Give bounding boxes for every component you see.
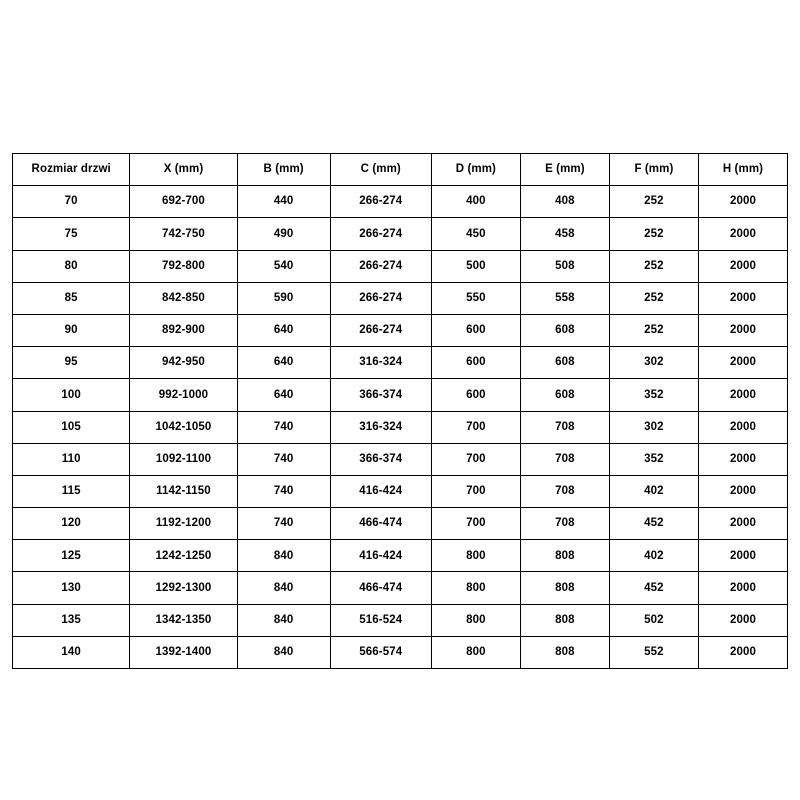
cell-c: 266-274 — [330, 250, 431, 282]
cell-h: 2000 — [698, 282, 787, 314]
cell-rozmiar-drzwi: 140 — [13, 636, 130, 668]
cell-x: 1342-1350 — [130, 604, 237, 636]
cell-d: 400 — [431, 186, 520, 218]
cell-b: 840 — [237, 636, 330, 668]
table-row — [13, 636, 788, 668]
column-header-e: E (mm) — [520, 154, 609, 186]
cell-f: 402 — [609, 540, 698, 572]
cell-f: 252 — [609, 218, 698, 250]
cell-c: 566-574 — [330, 636, 431, 668]
table-body — [13, 186, 788, 669]
cell-d: 700 — [431, 443, 520, 475]
cell-e: 708 — [520, 411, 609, 443]
cell-d: 600 — [431, 347, 520, 379]
column-header-rozmiar-drzwi: Rozmiar drzwi — [13, 154, 130, 186]
table-row — [13, 186, 788, 218]
cell-h: 2000 — [698, 604, 787, 636]
cell-d: 800 — [431, 636, 520, 668]
cell-b: 590 — [237, 282, 330, 314]
cell-h: 2000 — [698, 314, 787, 346]
cell-f: 252 — [609, 186, 698, 218]
cell-f: 352 — [609, 379, 698, 411]
cell-f: 302 — [609, 347, 698, 379]
cell-x: 1292-1300 — [130, 572, 237, 604]
cell-b: 840 — [237, 604, 330, 636]
size-table-container — [12, 153, 788, 669]
cell-f: 452 — [609, 508, 698, 540]
cell-x: 942-950 — [130, 347, 237, 379]
cell-rozmiar-drzwi: 135 — [13, 604, 130, 636]
cell-rozmiar-drzwi: 80 — [13, 250, 130, 282]
cell-h: 2000 — [698, 186, 787, 218]
cell-b: 740 — [237, 443, 330, 475]
cell-rozmiar-drzwi: 95 — [13, 347, 130, 379]
cell-e: 808 — [520, 572, 609, 604]
cell-b: 740 — [237, 411, 330, 443]
cell-e: 608 — [520, 314, 609, 346]
cell-rozmiar-drzwi: 75 — [13, 218, 130, 250]
cell-h: 2000 — [698, 218, 787, 250]
cell-e: 408 — [520, 186, 609, 218]
table-row — [13, 379, 788, 411]
column-header-b: B (mm) — [237, 154, 330, 186]
table-row — [13, 347, 788, 379]
cell-x: 1142-1150 — [130, 475, 237, 507]
cell-c: 266-274 — [330, 282, 431, 314]
cell-rozmiar-drzwi: 120 — [13, 508, 130, 540]
cell-c: 266-274 — [330, 218, 431, 250]
cell-h: 2000 — [698, 379, 787, 411]
cell-h: 2000 — [698, 443, 787, 475]
cell-d: 600 — [431, 314, 520, 346]
cell-e: 458 — [520, 218, 609, 250]
cell-d: 700 — [431, 411, 520, 443]
cell-c: 266-274 — [330, 186, 431, 218]
cell-e: 608 — [520, 379, 609, 411]
cell-b: 740 — [237, 475, 330, 507]
cell-b: 740 — [237, 508, 330, 540]
table-row — [13, 572, 788, 604]
cell-x: 742-750 — [130, 218, 237, 250]
cell-d: 450 — [431, 218, 520, 250]
cell-b: 440 — [237, 186, 330, 218]
cell-c: 366-374 — [330, 443, 431, 475]
cell-h: 2000 — [698, 572, 787, 604]
cell-rozmiar-drzwi: 125 — [13, 540, 130, 572]
cell-f: 402 — [609, 475, 698, 507]
cell-c: 466-474 — [330, 572, 431, 604]
table-row — [13, 475, 788, 507]
column-header-x: X (mm) — [130, 154, 237, 186]
table-header-row — [13, 154, 788, 186]
cell-d: 500 — [431, 250, 520, 282]
cell-h: 2000 — [698, 475, 787, 507]
cell-rozmiar-drzwi: 90 — [13, 314, 130, 346]
cell-d: 700 — [431, 508, 520, 540]
column-header-d: D (mm) — [431, 154, 520, 186]
cell-c: 416-424 — [330, 475, 431, 507]
cell-d: 800 — [431, 540, 520, 572]
cell-x: 992-1000 — [130, 379, 237, 411]
cell-x: 792-800 — [130, 250, 237, 282]
cell-rozmiar-drzwi: 105 — [13, 411, 130, 443]
cell-d: 550 — [431, 282, 520, 314]
cell-f: 302 — [609, 411, 698, 443]
cell-f: 452 — [609, 572, 698, 604]
cell-c: 266-274 — [330, 314, 431, 346]
cell-e: 708 — [520, 475, 609, 507]
table-row — [13, 314, 788, 346]
cell-e: 708 — [520, 508, 609, 540]
cell-h: 2000 — [698, 411, 787, 443]
cell-e: 808 — [520, 604, 609, 636]
cell-c: 316-324 — [330, 411, 431, 443]
cell-b: 840 — [237, 572, 330, 604]
column-header-f: F (mm) — [609, 154, 698, 186]
cell-b: 640 — [237, 314, 330, 346]
cell-f: 252 — [609, 314, 698, 346]
table-row — [13, 411, 788, 443]
cell-x: 1242-1250 — [130, 540, 237, 572]
cell-d: 800 — [431, 572, 520, 604]
table-row — [13, 218, 788, 250]
cell-h: 2000 — [698, 540, 787, 572]
cell-c: 366-374 — [330, 379, 431, 411]
cell-rozmiar-drzwi: 115 — [13, 475, 130, 507]
cell-f: 352 — [609, 443, 698, 475]
cell-rozmiar-drzwi: 100 — [13, 379, 130, 411]
cell-e: 508 — [520, 250, 609, 282]
cell-h: 2000 — [698, 250, 787, 282]
cell-rozmiar-drzwi: 85 — [13, 282, 130, 314]
cell-h: 2000 — [698, 508, 787, 540]
table-header — [13, 154, 788, 186]
table-row — [13, 250, 788, 282]
table-row — [13, 604, 788, 636]
cell-rozmiar-drzwi: 110 — [13, 443, 130, 475]
cell-x: 1192-1200 — [130, 508, 237, 540]
cell-d: 600 — [431, 379, 520, 411]
cell-b: 490 — [237, 218, 330, 250]
cell-rozmiar-drzwi: 130 — [13, 572, 130, 604]
column-header-c: C (mm) — [330, 154, 431, 186]
cell-b: 840 — [237, 540, 330, 572]
table-row — [13, 508, 788, 540]
cell-e: 558 — [520, 282, 609, 314]
door-size-table — [12, 153, 788, 669]
cell-e: 808 — [520, 540, 609, 572]
cell-c: 416-424 — [330, 540, 431, 572]
cell-x: 892-900 — [130, 314, 237, 346]
cell-x: 842-850 — [130, 282, 237, 314]
cell-rozmiar-drzwi: 70 — [13, 186, 130, 218]
cell-c: 316-324 — [330, 347, 431, 379]
cell-d: 700 — [431, 475, 520, 507]
cell-e: 608 — [520, 347, 609, 379]
cell-f: 552 — [609, 636, 698, 668]
cell-f: 252 — [609, 282, 698, 314]
cell-d: 800 — [431, 604, 520, 636]
cell-x: 1392-1400 — [130, 636, 237, 668]
cell-h: 2000 — [698, 347, 787, 379]
cell-f: 502 — [609, 604, 698, 636]
cell-f: 252 — [609, 250, 698, 282]
table-row — [13, 540, 788, 572]
cell-c: 516-524 — [330, 604, 431, 636]
cell-c: 466-474 — [330, 508, 431, 540]
cell-b: 640 — [237, 379, 330, 411]
table-row — [13, 443, 788, 475]
cell-b: 540 — [237, 250, 330, 282]
table-row — [13, 282, 788, 314]
cell-x: 1042-1050 — [130, 411, 237, 443]
cell-e: 708 — [520, 443, 609, 475]
cell-b: 640 — [237, 347, 330, 379]
cell-e: 808 — [520, 636, 609, 668]
cell-h: 2000 — [698, 636, 787, 668]
cell-x: 692-700 — [130, 186, 237, 218]
cell-x: 1092-1100 — [130, 443, 237, 475]
column-header-h: H (mm) — [698, 154, 787, 186]
